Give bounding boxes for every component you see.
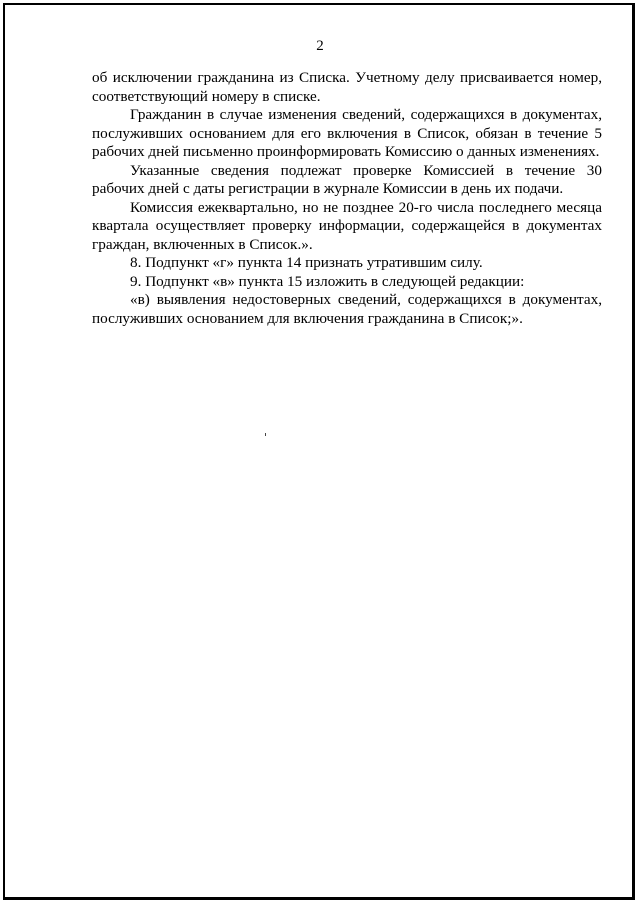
paragraph-continuation: об исключении гражданина из Списка. Учетному делу присваивается номер, соответствующий номеру в списке. [92,69,602,105]
paragraph-item-8: 8. Подпункт «г» пункта 14 признать утратившим силу. [130,254,483,271]
paragraph-item-9: 9. Подпункт «в» пункта 15 изложить в следующей редакции: [130,272,525,290]
page-number: 2 [316,38,324,54]
document-body [92,69,602,328]
paragraph-verification: Указанные сведения подлежат проверке Комиссией в течение 30 рабочих дней с даты регистрации в журнале Комиссии в день их подачи. [92,161,602,197]
paragraph-change-obligation: Гражданин в случае изменения сведений, содержащихся в документах, послуживших основанием для его включения в Список, обязан в течение 5 рабочих дней письменно проинформировать Комиссию о данных изменениях. [92,106,602,160]
paragraph-item-9-quote: «в) выявления недостоверных сведений, содержащихся в документах, послуживших основанием для включения гражданина в Список;». [92,291,602,327]
paragraph-quarterly-check: Комиссия ежеквартально, но не позднее 20-го числа последнего месяца квартала осуществляет проверку информации, содержащейся в документах граждан, включенных в Список.». [92,198,602,253]
scan-speck [265,433,266,436]
